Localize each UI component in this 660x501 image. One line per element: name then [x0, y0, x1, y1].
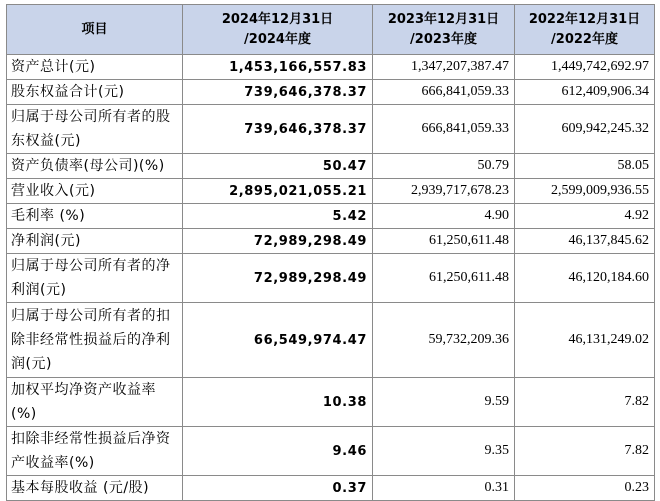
- row-label: 资产负债率(母公司)(%): [7, 154, 183, 179]
- header-row: [7, 5, 655, 55]
- table-row: [7, 254, 655, 303]
- value-2022: 2,599,009,936.55: [515, 179, 655, 204]
- value-2023: 2,939,717,678.23: [373, 179, 515, 204]
- value-2024: 10.38: [183, 378, 373, 427]
- row-label: 加权平均净资产收益率(%): [7, 378, 183, 427]
- value-2024: 66,549,974.47: [183, 303, 373, 378]
- value-2024: 72,989,298.49: [183, 229, 373, 254]
- value-2022: 46,120,184.60: [515, 254, 655, 303]
- table-row: [7, 229, 655, 254]
- header-item: 项目: [7, 5, 183, 55]
- value-2022: 0.23: [515, 476, 655, 501]
- row-label: 扣除非经常性损益后净资产收益率(%): [7, 427, 183, 476]
- header-2022-date: 2022年12月31日: [528, 11, 641, 27]
- value-2024: 72,989,298.49: [183, 254, 373, 303]
- table-row: [7, 55, 655, 80]
- value-2024: 739,646,378.37: [183, 80, 373, 105]
- value-2022: 46,131,249.02: [515, 303, 655, 378]
- row-label: 归属于母公司所有者的扣除非经常性损益后的净利润(元): [7, 303, 183, 378]
- value-2022: 1,449,742,692.97: [515, 55, 655, 80]
- value-2023: 666,841,059.33: [373, 80, 515, 105]
- header-2023: [373, 5, 515, 55]
- value-2022: 7.82: [515, 378, 655, 427]
- value-2023: 9.35: [373, 427, 515, 476]
- value-2023: 9.59: [373, 378, 515, 427]
- table-row: [7, 476, 655, 501]
- row-label: 资产总计(元): [7, 55, 183, 80]
- value-2022: 7.82: [515, 427, 655, 476]
- table-row: [7, 105, 655, 154]
- value-2024: 0.37: [183, 476, 373, 501]
- row-label: 归属于母公司所有者的股东权益(元): [7, 105, 183, 154]
- value-2024: 739,646,378.37: [183, 105, 373, 154]
- header-2022: [515, 5, 655, 55]
- value-2023: 61,250,611.48: [373, 229, 515, 254]
- value-2024: 9.46: [183, 427, 373, 476]
- row-label: 归属于母公司所有者的净利润(元): [7, 254, 183, 303]
- value-2023: 4.90: [373, 204, 515, 229]
- value-2022: 4.92: [515, 204, 655, 229]
- header-2024: [183, 5, 373, 55]
- row-label: 毛利率 (%): [7, 204, 183, 229]
- value-2024: 5.42: [183, 204, 373, 229]
- row-label: 净利润(元): [7, 229, 183, 254]
- value-2023: 59,732,209.36: [373, 303, 515, 378]
- value-2024: 50.47: [183, 154, 373, 179]
- header-2023-date: 2023年12月31日: [387, 11, 500, 27]
- table-row: [7, 80, 655, 105]
- row-label: 基本每股收益 (元/股): [7, 476, 183, 501]
- row-label: 营业收入(元): [7, 179, 183, 204]
- value-2022: 612,409,906.34: [515, 80, 655, 105]
- value-2023: 666,841,059.33: [373, 105, 515, 154]
- header-2024-date: 2024年12月31日: [221, 11, 334, 27]
- value-2023: 0.31: [373, 476, 515, 501]
- table-row: [7, 179, 655, 204]
- table-row: [7, 204, 655, 229]
- value-2022: 46,137,845.62: [515, 229, 655, 254]
- header-2022-period: /2022年度: [551, 31, 618, 47]
- value-2024: 1,453,166,557.83: [183, 55, 373, 80]
- table-row: [7, 378, 655, 427]
- value-2022: 58.05: [515, 154, 655, 179]
- header-2023-period: /2023年度: [410, 31, 477, 47]
- value-2023: 1,347,207,387.47: [373, 55, 515, 80]
- row-label: 股东权益合计(元): [7, 80, 183, 105]
- table-row: [7, 154, 655, 179]
- value-2024: 2,895,021,055.21: [183, 179, 373, 204]
- table-row: [7, 303, 655, 378]
- value-2023: 50.79: [373, 154, 515, 179]
- header-2024-period: /2024年度: [244, 31, 311, 47]
- financial-summary-table: [6, 4, 655, 501]
- table-row: [7, 427, 655, 476]
- value-2023: 61,250,611.48: [373, 254, 515, 303]
- value-2022: 609,942,245.32: [515, 105, 655, 154]
